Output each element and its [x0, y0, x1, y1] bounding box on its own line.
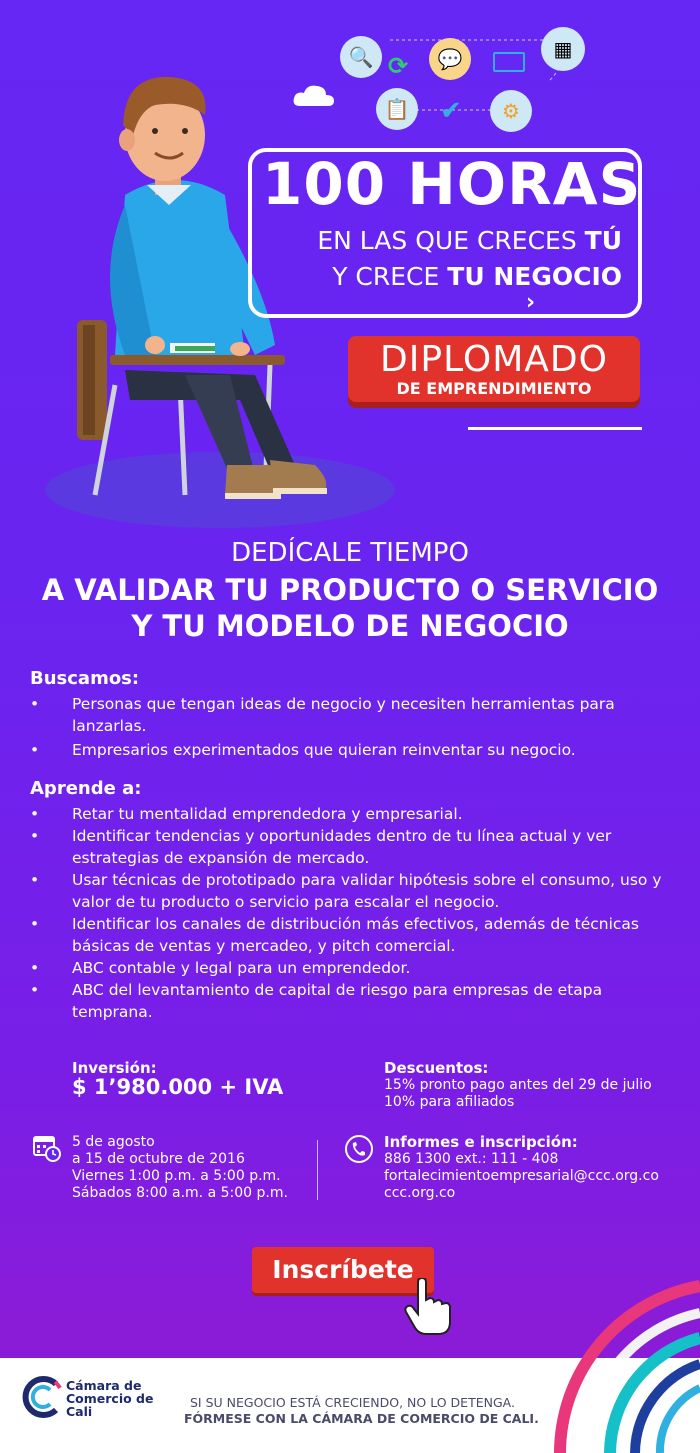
footer-slogan: [184, 1395, 539, 1427]
descuento-2: 10% para afiliados: [384, 1094, 515, 1110]
slogan-line-2: FÓRMESE CON LA CÁMARA DE COMERCIO DE CALI.: [184, 1411, 539, 1426]
aprende-section: [30, 778, 670, 1023]
search-icon: 🔍: [340, 36, 382, 78]
list-item: • Personas que tengan ideas de negocio y necesiten herramientas para lanzarlas.: [30, 693, 670, 737]
chevron-right-icon: ›: [526, 290, 536, 315]
calendar-icon: [32, 1133, 62, 1163]
buscamos-section: [30, 668, 670, 761]
slogan-line-1: SI SU NEGOCIO ESTÁ CRECIENDO, NO LO DETENGA.: [190, 1395, 515, 1410]
inversion-block: [72, 1059, 284, 1099]
aprende-title: Aprende a:: [30, 778, 142, 799]
phone-icon: [344, 1134, 374, 1164]
divider-line: [468, 427, 642, 430]
logo-line-1: Cámara de: [66, 1378, 142, 1393]
list-item: • Identificar tendencias y oportunidades dentro de tu línea actual y ver estrategias de expansión de mercado.: [30, 825, 670, 869]
intro-headline: [0, 572, 700, 644]
cloud-icon: [292, 82, 336, 108]
logo-line-3: Cali: [66, 1404, 93, 1419]
descuentos-label: Descuentos:: [384, 1059, 489, 1077]
inscribete-button[interactable]: Inscríbete: [252, 1247, 434, 1293]
list-item: • Usar técnicas de prototipado para validar hipótesis sobre el consumo, uso y valor de tu producto o servicio para escalar el negocio.: [30, 869, 670, 913]
informes-email[interactable]: fortalecimientoempresarial@ccc.org.co: [384, 1168, 659, 1184]
hero-line-2: Y CRECE TU NEGOCIO: [332, 262, 622, 291]
inversion-label: Inversión:: [72, 1059, 157, 1077]
hero-line-1: EN LAS QUE CRECES TÚ: [317, 226, 622, 255]
logo-line-2: Comercio de: [66, 1391, 154, 1406]
fecha-inicio: 5 de agosto: [72, 1134, 155, 1150]
laptop-icon: [493, 52, 525, 72]
list-item: • Empresarios experimentados que quieran reinventar su negocio.: [30, 739, 670, 761]
badge-title: DIPLOMADO: [380, 339, 608, 380]
gear-icon: ⚙: [490, 90, 532, 132]
camara-logo-icon: [22, 1376, 64, 1418]
headline-line-2: Y TU MODELO DE NEGOCIO: [131, 609, 569, 643]
fechas-block: [72, 1134, 288, 1202]
chat-icon: 💬: [429, 38, 471, 80]
info-divider: [317, 1140, 318, 1200]
decorative-arcs-footer: [540, 1268, 700, 1453]
descuento-1: 15% pronto pago antes del 29 de julio: [384, 1077, 652, 1093]
badge-subtitle: DE EMPRENDIMIENTO: [396, 379, 592, 398]
refresh-icon: ⟳: [388, 52, 409, 80]
list-item: • Identificar los canales de distribución más efectivos, además de técnicas básicas de ventas y mercadeo, y pitch comercial.: [30, 913, 670, 957]
buscamos-title: Buscamos:: [30, 668, 140, 689]
hero-banner: [0, 0, 700, 520]
horario-viernes: Viernes 1:00 p.m. a 5:00 p.m.: [72, 1168, 281, 1184]
headline-line-1: A VALIDAR TU PRODUCTO O SERVICIO: [41, 573, 659, 607]
inversion-price: $ 1’980.000 + IVA: [72, 1075, 284, 1099]
informes-label: Informes e inscripción:: [384, 1133, 578, 1151]
check-icon: ✔: [440, 96, 462, 126]
informes-phone[interactable]: 886 1300 ext.: 111 - 408: [384, 1151, 559, 1167]
list-item: • Retar tu mentalidad emprendedora y empresarial.: [30, 803, 670, 825]
fecha-fin: a 15 de octubre de 2016: [72, 1151, 245, 1167]
descuentos-block: [384, 1060, 652, 1111]
horario-sabados: Sábados 8:00 a.m. a 5:00 p.m.: [72, 1185, 288, 1201]
informes-block: [384, 1134, 659, 1202]
list-item: • ABC contable y legal para un emprendedor.: [30, 957, 670, 979]
list-item: • ABC del levantamiento de capital de riesgo para empresas de etapa temprana.: [30, 979, 670, 1023]
hand-cursor-icon: [404, 1278, 452, 1336]
hero-title: 100 HORAS: [262, 150, 642, 218]
clipboard-icon: 📋: [376, 88, 418, 130]
camara-logo-text: [66, 1379, 154, 1418]
diplomado-badge: [348, 336, 640, 402]
informes-web[interactable]: ccc.org.co: [384, 1185, 456, 1201]
intro-subtitle: DEDÍCALE TIEMPO: [231, 538, 469, 568]
calculator-icon: ▦: [541, 27, 585, 71]
